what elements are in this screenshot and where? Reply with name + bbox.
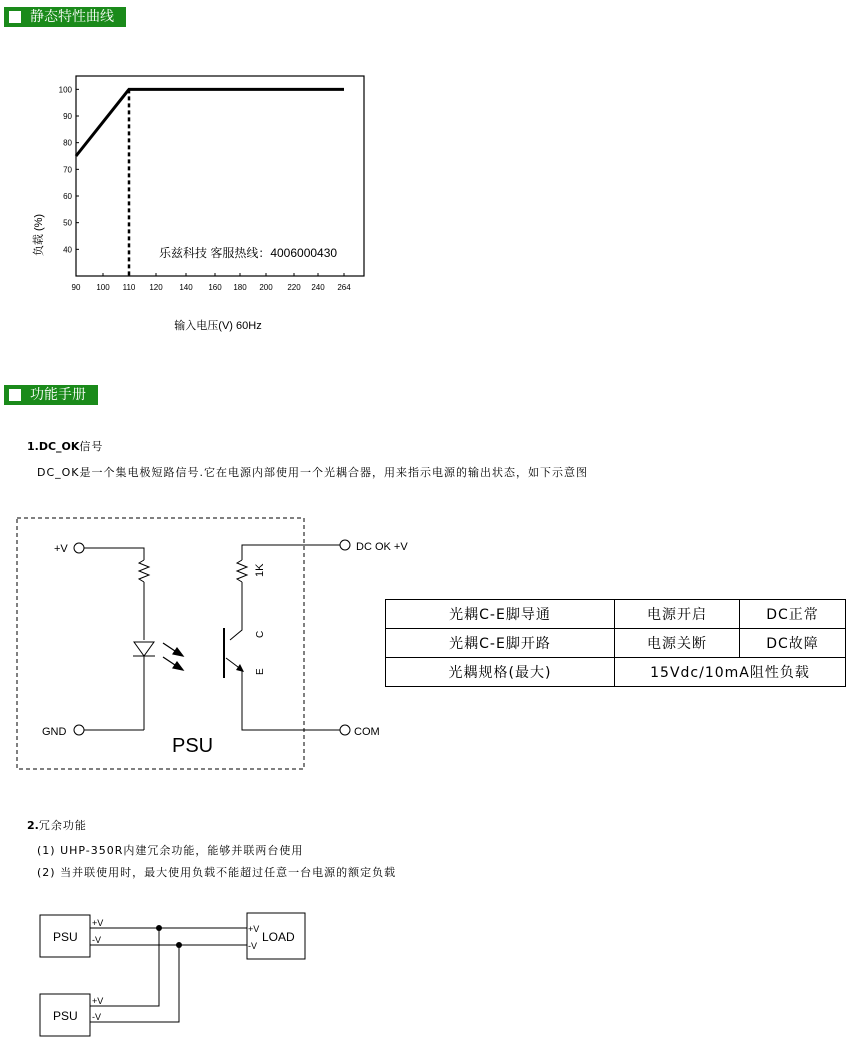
section-header-static-curve xyxy=(4,7,126,27)
table-cell: DC正常 xyxy=(740,600,846,629)
item1-title-suffix: 信号 xyxy=(79,440,104,453)
load-vplus-label: +V xyxy=(248,924,260,934)
table-row xyxy=(386,629,846,658)
section-title: 静态特性曲线 xyxy=(30,9,114,25)
x-tick-label: 200 xyxy=(259,283,273,292)
x-tick-label: 160 xyxy=(208,283,222,292)
junction-dot-icon xyxy=(176,942,182,948)
light-arrows-icon xyxy=(163,643,183,670)
psu1-label: PSU xyxy=(53,930,78,944)
psu-label: PSU xyxy=(172,735,214,757)
table-cell: 15Vdc/10mA阻性负载 xyxy=(615,658,846,687)
psu1-vminus-label: -V xyxy=(92,935,101,945)
item2-title-prefix: 2. xyxy=(27,819,39,832)
x-tick-label: 90 xyxy=(71,283,81,292)
dc-ok-status-table xyxy=(385,599,846,687)
item2-line1: (1) UHP-350R内建冗余功能，能够并联两台使用 xyxy=(37,844,304,857)
section-title: 功能手册 xyxy=(30,387,86,403)
y-tick-label: 50 xyxy=(63,218,72,228)
dcok-label: DC OK +V xyxy=(356,541,408,553)
wire-vminus-2 xyxy=(90,945,179,1022)
y-tick-label: 40 xyxy=(63,245,72,255)
redundancy-diagram xyxy=(0,905,330,1045)
gnd-terminal-icon xyxy=(74,725,84,735)
x-tick-label: 120 xyxy=(149,283,163,292)
y-tick-label: 70 xyxy=(63,165,72,175)
table-cell: 电源关断 xyxy=(615,629,740,658)
x-tick-label: 100 xyxy=(96,283,110,292)
x-tick-label: 180 xyxy=(233,283,247,292)
y-tick-label: 90 xyxy=(63,112,72,121)
gnd-label: GND xyxy=(42,726,67,738)
resistor-value-label: 1K xyxy=(254,563,266,577)
checkbox-square-icon xyxy=(9,389,21,401)
chart-annotation: 乐兹科技 客服热线：4006000430 xyxy=(159,246,338,260)
x-tick-label: 140 xyxy=(179,283,193,292)
table-cell: 光耦C-E脚开路 xyxy=(386,629,615,658)
com-terminal-icon xyxy=(340,725,350,735)
wire xyxy=(84,548,144,560)
load-voltage-chart xyxy=(0,60,400,345)
item2-line2: (2) 当并联使用时，最大使用负载不能超过任意一台电源的额定负载 xyxy=(37,866,397,879)
psu2-vminus-label: -V xyxy=(92,1012,101,1022)
table-row xyxy=(386,600,846,629)
checkbox-square-icon xyxy=(9,11,21,23)
resistor-icon xyxy=(237,560,247,582)
table-row xyxy=(386,658,846,687)
collector-label: C xyxy=(255,630,266,638)
psu2-label: PSU xyxy=(53,1009,78,1023)
com-label: COM xyxy=(354,726,380,738)
x-tick-label: 264 xyxy=(337,283,351,292)
table-cell: DC故障 xyxy=(740,629,846,658)
y-tick-label: 60 xyxy=(63,192,72,201)
table-cell: 光耦C-E脚导通 xyxy=(386,600,615,629)
load-curve-line xyxy=(76,89,344,156)
item1-description: DC_OK是一个集电极短路信号.它在电源内部使用一个光耦合器，用来指示电源的输出状态，如下示意图 xyxy=(37,466,589,479)
item2-title xyxy=(27,817,87,833)
psu1-vplus-label: +V xyxy=(92,918,104,928)
load-vminus-label: -V xyxy=(248,941,257,951)
vplus-terminal-icon xyxy=(74,543,84,553)
emitter-label: E xyxy=(255,668,266,675)
x-axis-label: 输入电压(V) 60Hz xyxy=(174,320,262,332)
psu2-vplus-label: +V xyxy=(92,996,104,1006)
load-label: LOAD xyxy=(262,930,295,944)
item1-title xyxy=(27,438,103,454)
wire xyxy=(242,670,340,730)
emitter-arrow-icon xyxy=(236,664,244,672)
wire xyxy=(242,545,340,560)
dc-ok-circuit-diagram xyxy=(0,510,420,780)
x-tick-label: 240 xyxy=(311,283,325,292)
x-tick-label: 220 xyxy=(287,283,301,292)
table-cell: 电源开启 xyxy=(615,600,740,629)
y-tick-label: 80 xyxy=(63,138,72,148)
led-diode-icon xyxy=(134,642,154,656)
junction-dot-icon xyxy=(156,925,162,931)
table-cell: 光耦规格(最大) xyxy=(386,658,615,687)
y-axis-label: 负载 (%) xyxy=(33,213,45,257)
item1-title-prefix: 1.DC_OK xyxy=(27,440,80,453)
dcok-terminal-icon xyxy=(340,540,350,550)
y-tick-label: 100 xyxy=(58,85,72,95)
item2-title-suffix: 冗余功能 xyxy=(38,819,87,832)
wire xyxy=(230,582,242,640)
x-tick-label: 110 xyxy=(122,283,136,292)
section-header-manual xyxy=(4,385,98,405)
resistor-icon xyxy=(139,560,149,582)
vplus-label: +V xyxy=(54,543,68,555)
